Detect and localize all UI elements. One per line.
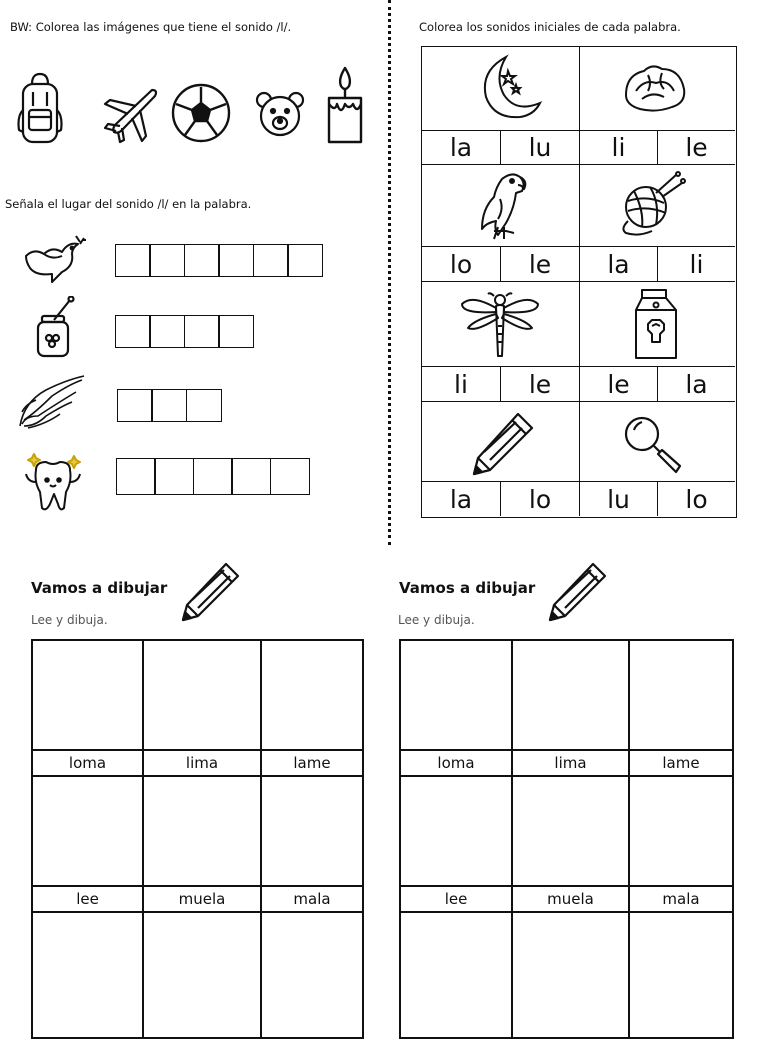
draw-cell[interactable]	[513, 777, 630, 887]
draw-cell[interactable]	[262, 913, 362, 1037]
syllable-cell[interactable]: le	[658, 131, 735, 165]
soccer-ball-icon[interactable]	[170, 82, 232, 144]
draw-section-subtitle: Lee y dibuja.	[31, 613, 108, 627]
picture-cell-milk	[580, 282, 735, 367]
syllable-cell[interactable]: li	[580, 131, 658, 165]
instruction-initial-sounds: Colorea los sonidos iniciales de cada palabra.	[419, 20, 681, 34]
letter-box[interactable]	[117, 389, 153, 422]
milk-carton-icon	[632, 288, 680, 360]
picture-cell-lettuce	[580, 47, 735, 131]
picture-cell-magnifier	[580, 402, 735, 482]
syllable-cell[interactable]: le	[501, 367, 580, 402]
syllable-cell[interactable]: li	[422, 367, 501, 402]
draw-cell[interactable]	[630, 641, 732, 751]
word-label: lee	[401, 887, 513, 913]
box-row-2	[115, 315, 253, 348]
draw-grid-right	[399, 639, 734, 1039]
word-label: mala	[262, 887, 362, 913]
airplane-icon[interactable]	[100, 84, 162, 146]
letter-box[interactable]	[184, 315, 220, 348]
picture-cell-yarn	[580, 165, 735, 247]
word-label: lee	[33, 887, 144, 913]
pencil-icon	[547, 560, 609, 622]
box-row-4	[116, 458, 308, 495]
draw-cell[interactable]	[144, 913, 262, 1037]
draw-cell[interactable]	[262, 777, 362, 887]
moon-icon	[476, 53, 542, 123]
syllable-cell[interactable]: lo	[501, 482, 580, 516]
draw-cell[interactable]	[513, 913, 630, 1037]
syllable-cell[interactable]: la	[580, 247, 658, 282]
picture-cell-parrot	[422, 165, 580, 247]
letter-box[interactable]	[184, 244, 220, 277]
syllable-cell[interactable]: le	[580, 367, 658, 402]
tooth-icon[interactable]	[20, 452, 86, 514]
syllable-cell[interactable]: lu	[501, 131, 580, 165]
dragonfly-icon	[458, 290, 542, 360]
dove-icon[interactable]	[22, 234, 86, 286]
letter-box[interactable]	[218, 244, 254, 277]
honey-jar-icon[interactable]	[32, 296, 78, 358]
draw-cell[interactable]	[401, 913, 513, 1037]
syllable-cell[interactable]: la	[422, 131, 501, 165]
word-label: muela	[513, 887, 630, 913]
draw-section-title: Vamos a dibujar	[31, 579, 168, 597]
draw-section-title: Vamos a dibujar	[399, 579, 536, 597]
draw-cell[interactable]	[262, 641, 362, 751]
letter-box[interactable]	[154, 458, 194, 495]
draw-cell[interactable]	[401, 777, 513, 887]
magnifier-icon	[620, 412, 682, 474]
letter-box[interactable]	[186, 389, 222, 422]
word-label: loma	[33, 751, 144, 777]
letter-box[interactable]	[151, 389, 187, 422]
letter-box[interactable]	[115, 315, 151, 348]
draw-grid-left	[31, 639, 364, 1039]
letter-box[interactable]	[270, 458, 310, 495]
draw-cell[interactable]	[144, 641, 262, 751]
word-label: lame	[262, 751, 362, 777]
letter-box[interactable]	[231, 458, 271, 495]
lettuce-icon	[622, 61, 688, 113]
letter-box[interactable]	[116, 458, 156, 495]
bear-icon[interactable]	[255, 90, 305, 138]
word-label: loma	[401, 751, 513, 777]
picture-cell-moon	[422, 47, 580, 131]
word-label: lima	[144, 751, 262, 777]
syllable-cell[interactable]: li	[658, 247, 735, 282]
draw-cell[interactable]	[33, 777, 144, 887]
word-label: lame	[630, 751, 732, 777]
syllable-cell[interactable]: lo	[422, 247, 501, 282]
picture-cell-pencil	[422, 402, 580, 482]
letter-box[interactable]	[218, 315, 254, 348]
letter-box[interactable]	[253, 244, 289, 277]
picture-cell-dragonfly	[422, 282, 580, 367]
draw-cell[interactable]	[401, 641, 513, 751]
instruction-mark-position: Señala el lugar del sonido /l/ en la palabra.	[5, 197, 252, 211]
syllable-cell[interactable]: le	[501, 247, 580, 282]
letter-box[interactable]	[287, 244, 323, 277]
yarn-ball-icon	[616, 171, 686, 239]
letter-box[interactable]	[193, 458, 233, 495]
draw-cell[interactable]	[33, 641, 144, 751]
box-row-1	[115, 244, 321, 277]
syllable-grid	[421, 46, 737, 518]
pencil-icon	[180, 560, 242, 622]
draw-cell[interactable]	[630, 777, 732, 887]
letter-box[interactable]	[149, 244, 185, 277]
word-label: mala	[630, 887, 732, 913]
syllable-cell[interactable]: lu	[580, 482, 658, 516]
box-row-3	[117, 389, 220, 422]
word-label: lima	[513, 751, 630, 777]
draw-section-subtitle: Lee y dibuja.	[398, 613, 475, 627]
wing-icon[interactable]	[16, 372, 86, 430]
backpack-icon[interactable]	[15, 70, 65, 146]
draw-cell[interactable]	[513, 641, 630, 751]
candle-icon[interactable]	[325, 64, 365, 146]
instruction-color-l: BW: Colorea las imágenes que tiene el sonido /l/.	[10, 20, 292, 34]
draw-cell[interactable]	[144, 777, 262, 887]
word-label: muela	[144, 887, 262, 913]
draw-cell[interactable]	[630, 913, 732, 1037]
letter-box[interactable]	[149, 315, 185, 348]
dotted-divider	[388, 0, 391, 545]
syllable-cell[interactable]: la	[422, 482, 501, 516]
syllable-cell[interactable]: lo	[685, 484, 708, 514]
syllable-cell[interactable]: la	[658, 367, 735, 402]
parrot-icon	[472, 169, 532, 243]
draw-cell[interactable]	[33, 913, 144, 1037]
pencil-icon	[470, 410, 536, 476]
letter-box[interactable]	[115, 244, 151, 277]
